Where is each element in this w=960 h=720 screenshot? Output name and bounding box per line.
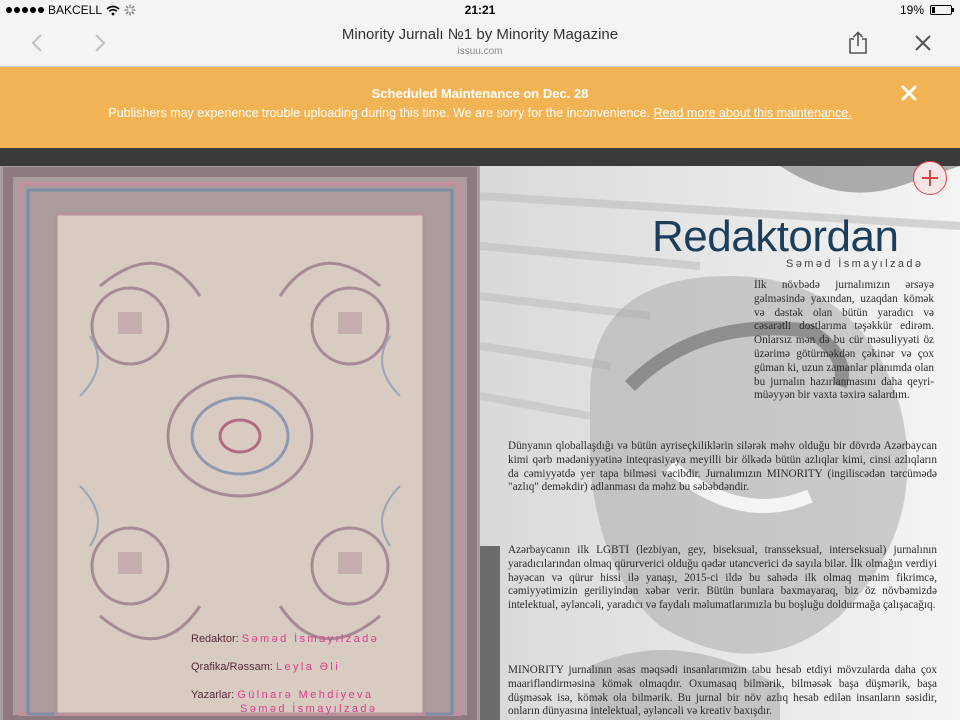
banner-title: Scheduled Maintenance on Dec. 28 [371, 86, 589, 101]
credit-writers [191, 689, 373, 701]
article-paragraph: Azərbaycanın ilk LGBTİ (lezbiyan, gey, biseksual, transseksual, interseksual) jurnalının yaradıcılarından olmaq qürurverici olduğu qədər utancverici də sayıla bilər. İlk olmağın verdiyi həyəcan və qürur hissi ilə yanaşı, 2015-ci ildə bu sahədə ilk olmaq mənim fikrimcə, cəmiyyətimizin geriliyindən xəbər verir. Bütün bunlara baxmayaraq, biz öz növbəmizdə intelektual, əyləncəli, yaradıcı və faydalı məlumatlarımızla bu boşluğu doldurmağa çalışacağıq. [508, 544, 937, 612]
close-icon [914, 34, 932, 52]
maintenance-banner [0, 67, 960, 148]
battery-percent: 19% [899, 3, 924, 17]
magazine-page-left[interactable] [0, 166, 480, 720]
credit-value: Leyla Əli [275, 661, 341, 673]
carrier-name: BAKCELL [48, 3, 103, 17]
share-button[interactable] [843, 28, 873, 58]
article-author: Səməd İsmayılzadə [786, 258, 924, 270]
close-tab-button[interactable] [908, 28, 938, 58]
credit-editor [191, 633, 379, 645]
credit-graphics [191, 661, 340, 673]
battery-icon [930, 5, 952, 15]
banner-text: Publishers may experience trouble uploading during this time. We are sorry for the inconvenience. [108, 106, 651, 120]
clock: 21:21 [464, 3, 496, 17]
plus-icon [920, 168, 940, 188]
status-right [900, 3, 952, 17]
article-paragraph: İlk növbədə jurnalımızın ərsəyə gəlməsində yaxından, uzaqdan kömək və dəstək olan bütün yaradıcı və cəsarətli dostlarıma təşəkkür edirəm. Onlarsız mən də bu cür məsuliyyəti öz üzərimə götürməkdən çəkinər və çox güman ki, uzun zamanlar planımda olan bu jurnalın hazırlanmasını daha qeyri-müəyyən bir vaxta təxirə salardım. [754, 279, 934, 402]
reader-toolbar-strip [0, 148, 960, 166]
zoom-in-button[interactable] [913, 161, 947, 195]
maintenance-info-link[interactable]: Read more about this maintenance. [653, 106, 852, 120]
banner-close-button[interactable] [898, 82, 920, 104]
banner-message [0, 106, 960, 120]
browser-toolbar [0, 20, 960, 67]
credit-label: Yazarlar: [191, 689, 235, 701]
page-title[interactable]: Minority Jurnalı №1 by Minority Magazine [341, 26, 619, 43]
close-icon [901, 85, 917, 101]
credit-value: Səməd İsmayılzadə [240, 703, 378, 715]
article-paragraph: MINORITY jurnalının əsas məqsədi insanlarımızın tabu hesab etdiyi mövzularda daha çox maarifləndirməsinə kömək olmaqdır. Oxumasaq bilmərik, bilməsək başa düşmərik, başa düşməsək isə, kömək ola bilmərik. Bu jurnal bir növ azlıq hesab edilən insanların səsidir, onların dünyasına intelektual, əyləncəli və kreativ baxışdır. [508, 664, 937, 718]
battery-level [932, 7, 935, 13]
credit-writers-second [240, 703, 377, 715]
credit-label: Qrafika/Rəssam: [191, 661, 273, 673]
credit-value: Gülnarə Mehdiyeva [237, 689, 374, 701]
magazine-page-right[interactable] [480, 166, 960, 720]
share-icon [847, 31, 869, 55]
page-domain[interactable]: issuu.com [457, 46, 503, 57]
article-title: Redaktordan [652, 212, 899, 261]
credit-value: Səməd İsmayılzadə [241, 633, 380, 645]
credit-label: Redaktor: [191, 633, 239, 645]
article-paragraph: Dünyanın qloballaşdığı və bütün ayriseçkiliklərin silərək məhv olduğu bir dövrdə Azərbaycan kimi qərb mədəniyyətinə inteqrasiyaya meyilli bir ölkədə bütün azlıqlar kimi, cinsi azlıqların da cəmiyyətdə yer tapa bilməsi vacibdir. Jurnalımızın MINORITY (ingiliscədən tərcümədə "azlıq" deməkdir) adlanması da məhz bu səbəbdəndir. [508, 440, 937, 494]
status-bar [0, 0, 960, 20]
